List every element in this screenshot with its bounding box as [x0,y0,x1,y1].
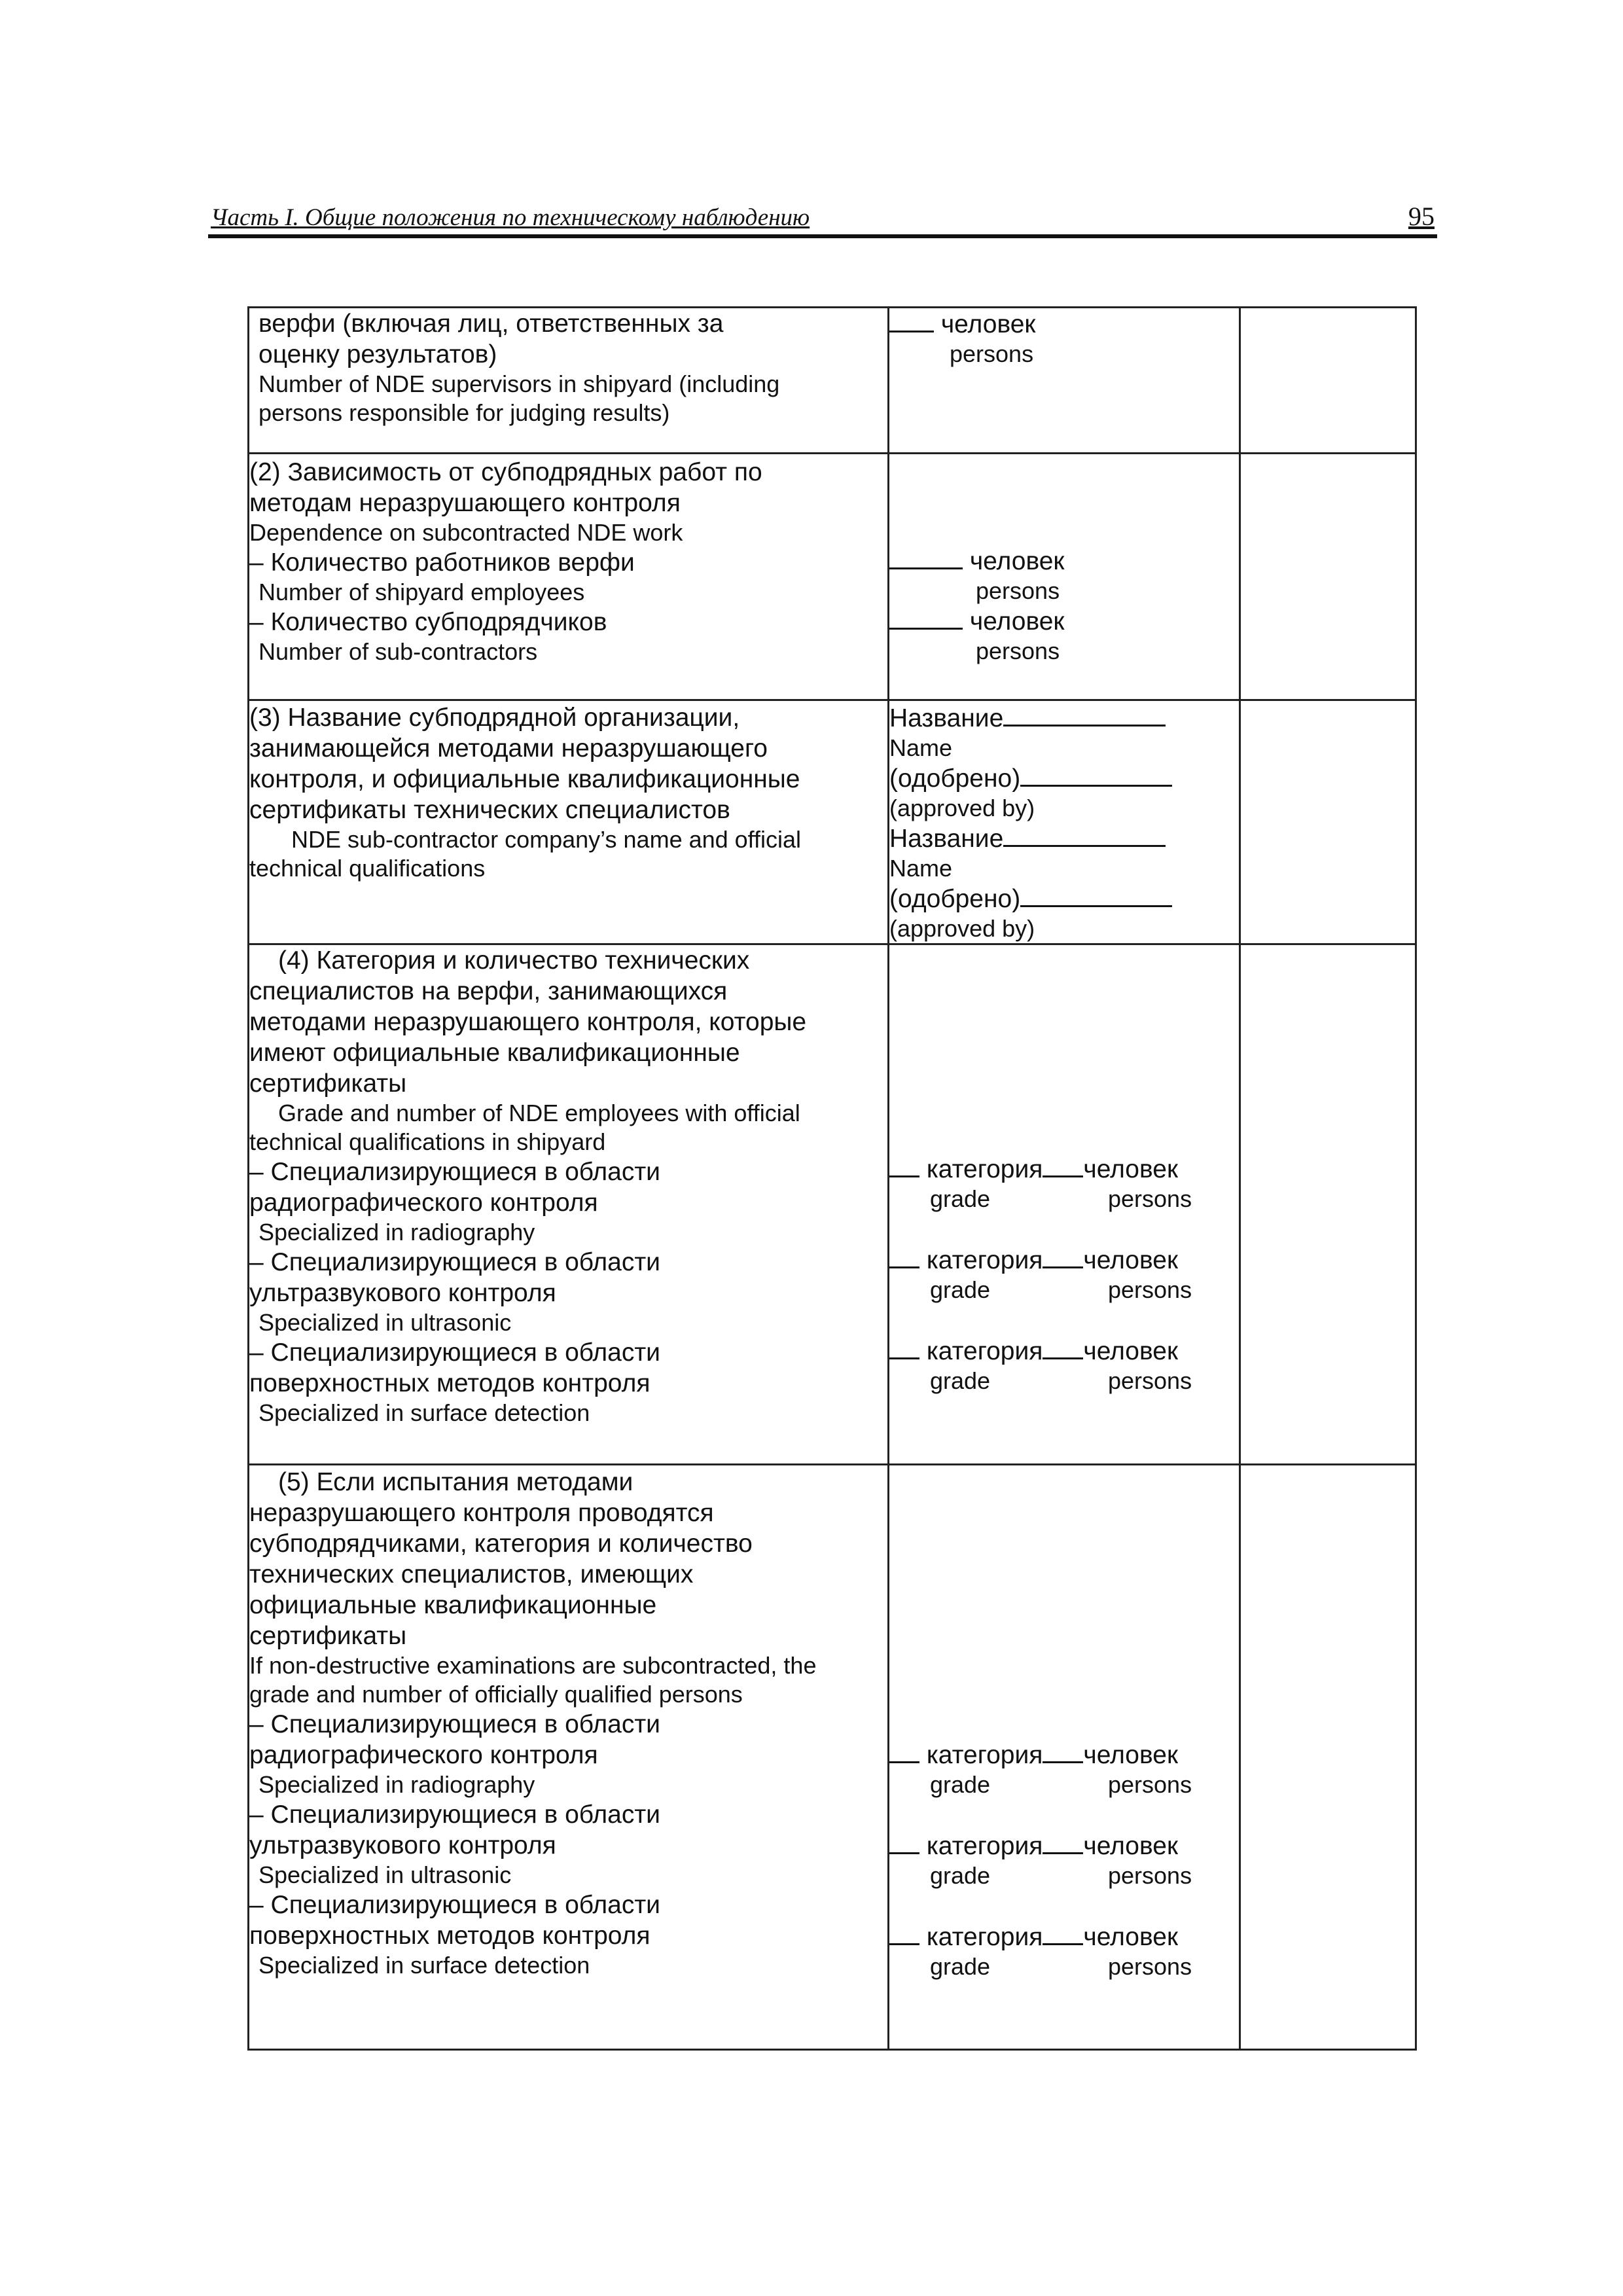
question-text-ru: технических специалистов, имеющих [249,1560,694,1588]
answer-cell [889,454,1240,700]
specialty-text-ru: – Специализирующиеся в области [249,1801,660,1829]
question-text-en: NDE sub-contractor company’s name and official [291,826,802,853]
remarks-cell[interactable] [1240,700,1416,944]
specialty-text-ru: поверхностных методов контроля [249,1369,651,1397]
table-row [249,308,1416,454]
question-text-en: technical qualifications in shipyard [249,1128,606,1155]
question-text-en: Number of NDE supervisors in shipyard (including [259,370,780,397]
name-label-en: Name [889,855,953,882]
item-text-en: Number of shipyard employees [259,579,585,605]
specialty-text-ru: радиографического контроля [249,1741,598,1769]
question-text-ru: оценку результатов) [259,340,497,368]
question-text-en: grade and number of officially qualified persons [249,1681,743,1708]
specialty-text-ru: ультразвукового контроля [249,1279,556,1307]
unit-label-ru: человек [969,547,1065,575]
question-text-ru: сертификаты технических специалистов [249,796,730,824]
question-text-ru: (3) Название субподрядной организации, [249,704,740,732]
unit-label-en: persons [976,637,1060,664]
page-header [208,200,1437,238]
company-name-blank[interactable] [1003,823,1166,847]
specialty-text-ru: – Специализирующиеся в области [249,1891,660,1919]
specialty-text-ru: поверхностных методов контроля [249,1922,651,1950]
specialty-text-ru: – Специализирующиеся в области [249,1158,660,1186]
grade-entry: категория человек grade persons [889,1921,1239,1981]
question-text-ru: (2) Зависимость от субподрядных работ по [249,458,762,486]
page-number: 95 [1408,202,1435,231]
grade-blank[interactable] [889,1921,919,1945]
question-text-ru: (4) Категория и количество технических [278,946,750,975]
approved-label-en: (approved by) [889,795,1035,821]
persons-blank[interactable] [1043,1153,1083,1177]
unit-label-ru: человек [940,310,1036,338]
question-text-en: Dependence on subcontracted NDE work [249,519,683,546]
question-cell [249,700,889,944]
answer-cell [889,1465,1240,2050]
table-row [249,1465,1416,2050]
grade-blank[interactable] [889,1830,919,1854]
employees-count-blank[interactable] [889,545,963,569]
grade-entry: категория человек grade persons [889,1739,1239,1799]
question-cell [249,454,889,700]
question-text-ru: субподрядчиками, категория и количество [249,1530,753,1558]
remarks-cell[interactable] [1240,944,1416,1465]
grade-blank[interactable] [889,1335,919,1359]
item-text-ru: – Количество работников верфи [249,548,635,577]
specialty-text-en: Specialized in ultrasonic [259,1861,512,1888]
survey-form-table [247,306,1417,2051]
specialty-text-ru: радиографического контроля [249,1189,598,1217]
name-label-ru: Название [889,704,1004,732]
question-text-ru: официальные квалификационные [249,1591,657,1619]
grade-entry: категория человек grade persons [889,1244,1239,1304]
table-row [249,700,1416,944]
remarks-cell[interactable] [1240,308,1416,454]
question-cell [249,1465,889,2050]
question-text-en: persons responsible for judging results) [259,399,670,426]
question-text-ru: специалистов на верфи, занимающихся [249,977,728,1005]
specialty-text-ru: – Специализирующиеся в области [249,1710,660,1738]
approved-label-ru: (одобрено) [889,764,1021,793]
question-text-en: Grade and number of NDE employees with official [278,1100,800,1126]
grade-entry: категория человек grade persons [889,1153,1239,1213]
grade-blank[interactable] [889,1244,919,1268]
grade-entry: категория человек grade persons [889,1335,1239,1395]
specialty-text-en: Specialized in radiography [259,1219,535,1246]
specialty-text-ru: ультразвукового контроля [249,1831,556,1859]
unit-label-en: persons [976,577,1060,604]
grade-blank[interactable] [889,1739,919,1763]
item-text-ru: – Количество субподрядчиков [249,608,607,636]
question-text-en: technical qualifications [249,855,486,882]
grade-entry: категория человек grade persons [889,1830,1239,1890]
subcontractors-count-blank[interactable] [889,605,963,630]
approved-by-blank[interactable] [1020,883,1172,907]
question-text-ru: верфи (включая лиц, ответственных за [259,310,724,338]
question-text-ru: (5) Если испытания методами [278,1468,633,1496]
unit-label-en: persons [950,340,1034,367]
persons-count-blank[interactable] [889,308,934,332]
question-text-ru: методам неразрушающего контроля [249,489,681,517]
running-title: Часть I. Общие положения по техническому наблюдению [211,204,810,231]
persons-blank[interactable] [1043,1830,1083,1854]
question-text-ru: сертификаты [249,1069,407,1098]
persons-blank[interactable] [1043,1335,1083,1359]
specialty-text-en: Specialized in radiography [259,1771,535,1798]
answer-cell [889,944,1240,1465]
approved-by-blank[interactable] [1020,762,1172,787]
approved-label-ru: (одобрено) [889,885,1021,913]
item-text-en: Number of sub-contractors [259,638,538,665]
question-text-ru: неразрушающего контроля проводятся [249,1499,714,1527]
company-name-blank[interactable] [1003,702,1166,726]
question-cell [249,308,889,454]
specialty-text-en: Specialized in surface detection [259,1952,590,1979]
question-text-en: If non-destructive examinations are subcontracted, the [249,1652,817,1679]
approved-label-en: (approved by) [889,915,1035,942]
question-text-ru: занимающейся методами неразрушающего [249,734,768,762]
question-text-ru: методами неразрушающего контроля, которые [249,1008,807,1036]
remarks-cell[interactable] [1240,1465,1416,2050]
name-label-ru: Название [889,825,1004,853]
persons-blank[interactable] [1043,1739,1083,1763]
specialty-text-ru: – Специализирующиеся в области [249,1248,660,1276]
grade-blank[interactable] [889,1153,919,1177]
answer-cell [889,308,1240,454]
question-text-ru: контроля, и официальные квалификационные [249,765,800,793]
persons-blank[interactable] [1043,1244,1083,1268]
remarks-cell[interactable] [1240,454,1416,700]
specialty-text-en: Specialized in ultrasonic [259,1309,512,1336]
specialty-text-ru: – Специализирующиеся в области [249,1338,660,1367]
question-cell [249,944,889,1465]
answer-cell [889,700,1240,944]
question-text-ru: сертификаты [249,1622,407,1650]
table-row [249,944,1416,1465]
name-label-en: Name [889,734,953,761]
unit-label-ru: человек [969,607,1065,636]
question-text-ru: имеют официальные квалификационные [249,1039,740,1067]
table-row [249,454,1416,700]
specialty-text-en: Specialized in surface detection [259,1399,590,1426]
persons-blank[interactable] [1043,1921,1083,1945]
